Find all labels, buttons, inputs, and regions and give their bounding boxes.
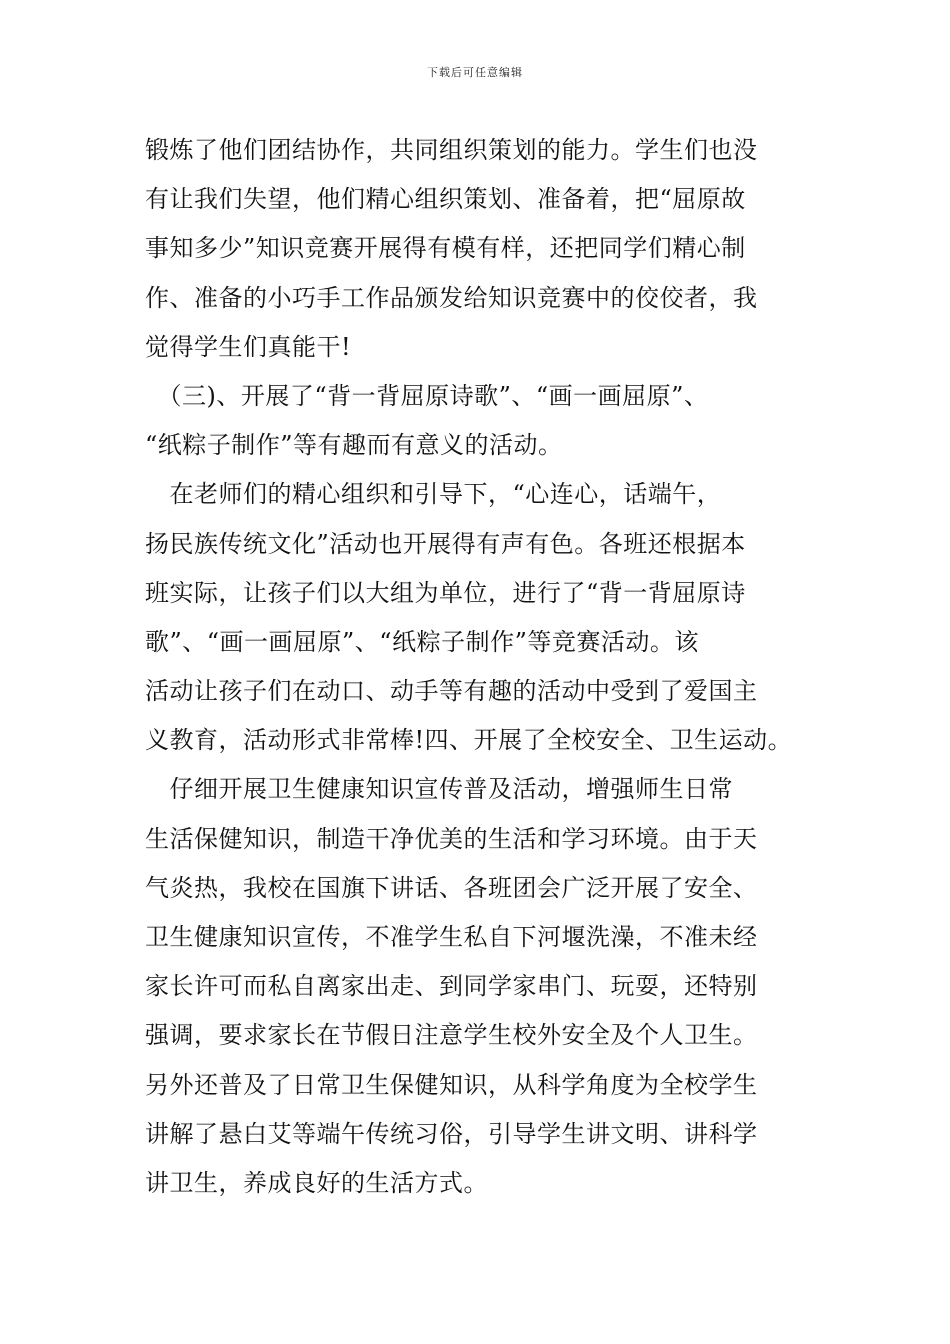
text-line: 事知多少”知识竞赛开展得有模有样，还把同学们精心制: [145, 234, 746, 263]
text-line: “纸粽子制作”等有趣而有意义的活动。: [145, 431, 563, 460]
text-line: 班实际，让孩子们以大组为单位，进行了“背一背屈原诗: [145, 578, 746, 607]
text-line: 义教育，活动形式非常棒!四、开展了全校安全、卫生运动。: [145, 726, 793, 755]
text-line: 扬民族传统文化”活动也开展得有声有色。各班还根据本: [145, 529, 746, 558]
text-line: 觉得学生们真能干!: [145, 332, 352, 361]
text-line: 作、准备的小巧手工作品颁发给知识竞赛中的佼佼者，我: [145, 283, 758, 312]
text-line: 家长许可而私自离家出走、到同学家串门、玩耍，还特别: [145, 972, 758, 1001]
text-line: 有让我们失望，他们精心组织策划、准备着，把“屈原故: [145, 185, 746, 214]
text-line: 另外还普及了日常卫生保健知识，从科学角度为全校学生: [145, 1070, 758, 1099]
text-line: 锻炼了他们团结协作，共同组织策划的能力。学生们也没: [145, 136, 758, 164]
text-line: 活动让孩子们在动口、动手等有趣的活动中受到了爱国主: [145, 677, 758, 706]
page-header-note: 下载后可任意编辑: [427, 66, 523, 79]
text-line: 讲解了悬白艾等端午传统习俗，引导学生讲文明、讲科学: [145, 1119, 758, 1148]
text-line: 仔细开展卫生健康知识宣传普及活动，增强师生日常: [145, 775, 733, 804]
text-line: 卫生健康知识宣传，不准学生私自下河堰洗澡，不准未经: [145, 923, 758, 951]
text-line: （三)、开展了“背一背屈原诗歌”、“画一画屈原”、: [145, 381, 709, 410]
text-line: 歌”、“画一画屈原”、“纸粽子制作”等竞赛活动。该: [145, 627, 699, 656]
text-line: 气炎热，我校在国旗下讲话、各班团会广泛开展了安全、: [145, 873, 758, 902]
text-line: 讲卫生，养成良好的生活方式。: [145, 1168, 488, 1197]
text-line: 强调，要求家长在节假日注意学生校外安全及个人卫生。: [145, 1021, 758, 1050]
document-body: [145, 126, 810, 1208]
text-line: 生活保健知识，制造干净优美的生活和学习环境。由于天: [145, 824, 758, 853]
text-line: 在老师们的精心组织和引导下，“心连心，话端午，: [145, 480, 722, 509]
